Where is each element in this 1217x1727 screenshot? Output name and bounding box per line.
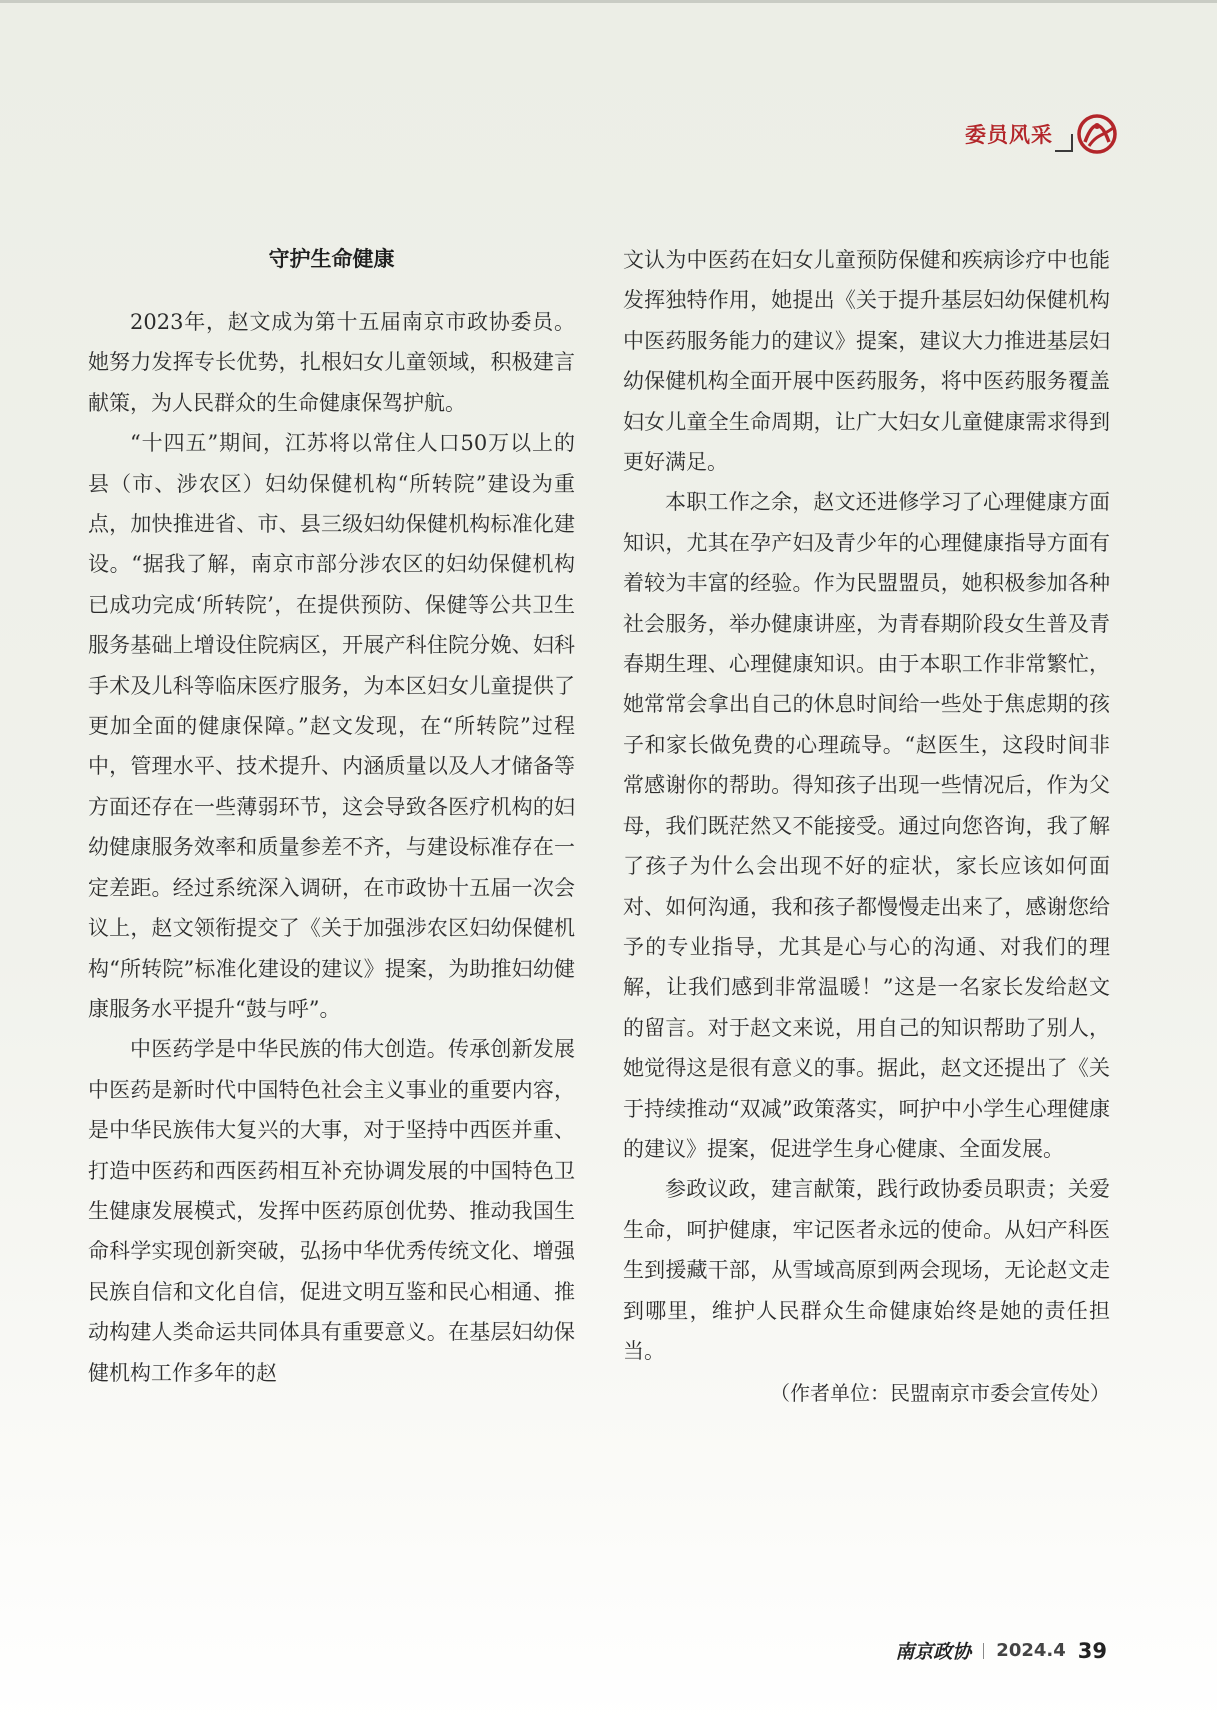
cppcc-logo-icon — [1075, 112, 1119, 156]
paragraph: 中医药学是中华民族的伟大创造。传承创新发展中医药是新时代中国特色社会主义事业的重要内容，是中华民族伟大复兴的大事，对于坚持中西医并重、打造中医药和西医药相互补充协调发展的中国特色卫生健康发展模式，发挥中医药原创优势、推动我国生命科学实现创新突破，弘扬中华优秀传统文化、增强民族自信和文化自信，促进文明互鉴和民心相通、推动构建人类命运共同体具有重要意义。在基层妇幼保健机构工作多年的赵 — [88, 1037, 575, 1385]
magazine-name: 南京政协 — [895, 1641, 972, 1663]
page-footer — [895, 1637, 1107, 1664]
section-label: 委员风采 — [965, 123, 1053, 147]
section-header — [965, 112, 1119, 156]
corner-bracket-decoration — [1055, 134, 1073, 152]
page-number: 39 — [1077, 1638, 1107, 1663]
right-column — [623, 240, 1110, 1414]
paragraph-continued: 文认为中医药在妇女儿童预防保健和疾病诊疗中也能发挥独特作用，她提出《关于提升基层妇幼保健机构中医药服务能力的建议》提案，建议大力推进基层妇幼保健机构全面开展中医药服务，将中医药服务覆盖妇女儿童全生命周期，让广大妇女儿童健康需求得到更好满足。 — [623, 248, 1110, 475]
paragraph: 本职工作之余，赵文还进修学习了心理健康方面知识，尤其在孕产妇及青少年的心理健康指导方面有着较为丰富的经验。作为民盟盟员，她积极参加各种社会服务，举办健康讲座，为青春期阶段女生普及青春期生理、心理健康知识。由于本职工作非常繁忙，她常常会拿出自己的休息时间给一些处于焦虑期的孩子和家长做免费的心理疏导。“赵医生，这段时间非常感谢你的帮助。得知孩子出现一些情况后，作为父母，我们既茫然又不能接受。通过向您咨询，我了解了孩子为什么会出现不好的症状，家长应该如何面对、如何沟通，我和孩子都慢慢走出来了，感谢您给予的专业指导，尤其是心与心的沟通、对我们的理解，让我们感到非常温暖！”这是一名家长发给赵文的留言。对于赵文来说，用自己的知识帮助了别人，她觉得这是很有意义的事。据此，赵文还提出了《关于持续推动“双减”政策落实，呵护中小学生心理健康的建议》提案，促进学生身心健康、全面发展。 — [623, 490, 1110, 1161]
paragraph: 2023年，赵文成为第十五届南京市政协委员。她努力发挥专长优势，扎根妇女儿童领域，积极建言献策，为人民群众的生命健康保驾护航。 — [88, 310, 575, 415]
paragraph: “十四五”期间，江苏将以常住人口50万以上的县（市、涉农区）妇幼保健机构“所转院”建设为重点，加快推进省、市、县三级妇幼保健机构标准化建设。“据我了解，南京市部分涉农区的妇幼保健机构已成功完成‘所转院’，在提供预防、保健等公共卫生服务基础上增设住院病区，开展产科住院分娩、妇科手术及儿科等临床医疗服务，为本区妇女儿童提供了更加全面的健康保障。”赵文发现，在“所转院”过程中，管理水平、技术提升、内涵质量以及人才储备等方面还存在一些薄弱环节，这会导致各医疗机构的妇幼健康服务效率和质量参差不齐，与建设标准存在一定差距。经过系统深入调研，在市政协十五届一次会议上，赵文领衔提交了《关于加强涉农区妇幼保健机构“所转院”标准化建设的建议》提案，为助推妇幼健康服务水平提升“鼓与呼”。 — [88, 431, 575, 1021]
article-title: 守护生命健康 — [268, 247, 395, 271]
paragraph: 参政议政，建言献策，践行政协委员职责；关爱生命，呵护健康，牢记医者永远的使命。从妇产科医生到援藏干部，从雪域高原到两会现场，无论赵文走到哪里，维护人民群众生命健康始终是她的责任担当。 — [623, 1177, 1110, 1363]
author-affiliation: （作者单位：民盟南京市委会宣传处） — [770, 1381, 1110, 1406]
footer-divider — [983, 1643, 984, 1659]
top-rule — [0, 0, 1217, 3]
left-column — [88, 240, 575, 1393]
issue-number: 2024.4 — [996, 1640, 1066, 1661]
